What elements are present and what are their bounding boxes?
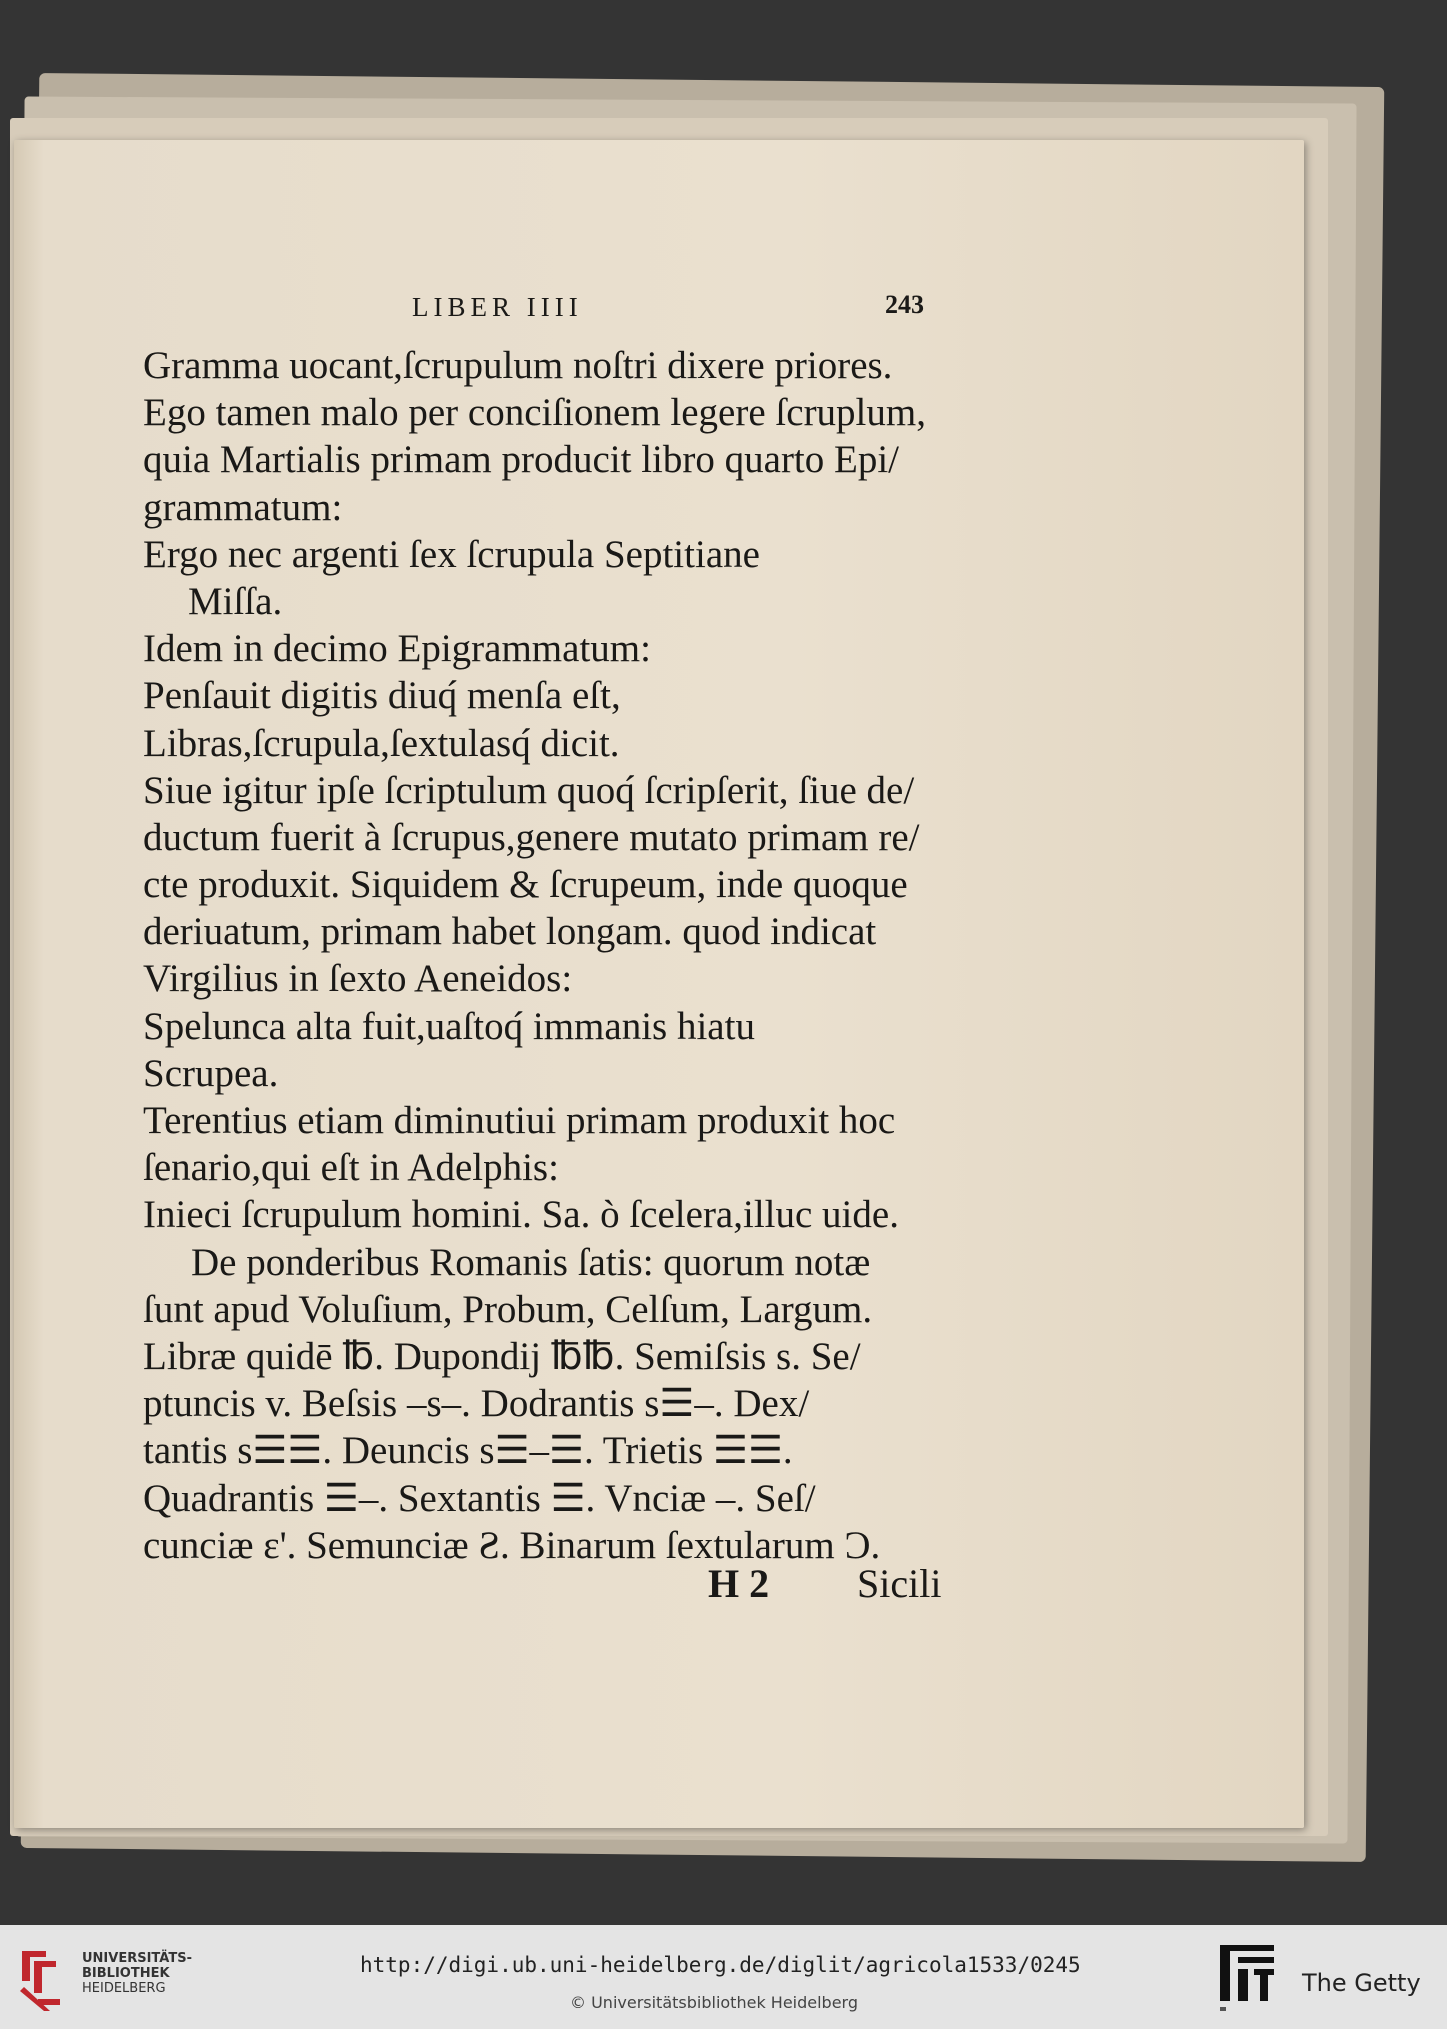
- text-line: cunciæ ε'. Semunciæ Ƨ. Binarum ſextularum Ɔ.: [143, 1523, 881, 1567]
- permalink-url[interactable]: http://digi.ub.uni-heidelberg.de/diglit/agricola1533/0245: [360, 1953, 1081, 1977]
- text-line: Scrupea.: [143, 1051, 279, 1095]
- getty-logo-icon: [1218, 1943, 1276, 2013]
- library-name-line: UNIVERSITÄTS-: [82, 1951, 192, 1966]
- text-line: ptuncis v. Beſsis –s–. Dodrantis s☰–. Dex/: [143, 1382, 810, 1426]
- university-library-logo-icon: [16, 1941, 66, 2013]
- text-line: De ponderibus Romanis ſatis: quorum notæ: [191, 1240, 871, 1284]
- text-line: Terentius etiam diminutiui primam produxit hoc: [143, 1099, 896, 1142]
- page-footer-line: [143, 1560, 948, 1610]
- viewer-footer: [0, 1925, 1447, 2029]
- text-line: Libras,ſcrupula,ſextulasq́ dicit.: [143, 721, 620, 765]
- text-line: Gramma uocant,ſcrupulum noſtri dixere priores.: [143, 344, 893, 387]
- library-name: [82, 1951, 192, 1996]
- body-text: [143, 342, 948, 1569]
- text-line: Siue igitur ipſe ſcriptulum quoq́ ſcripſerit, ſiue de/: [143, 768, 915, 812]
- text-line: grammatum:: [143, 485, 343, 529]
- copyright-notice: © Universitätsbibliothek Heidelberg: [570, 1993, 859, 2012]
- page-number: 243: [885, 290, 924, 319]
- signature-mark: H 2: [708, 1561, 770, 1606]
- library-name-line: BIBLIOTHEK: [82, 1966, 170, 1981]
- text-line: Ergo nec argenti ſex ſcrupula Septitiane: [143, 532, 760, 576]
- text-line: Virgilius in ſexto Aeneidos:: [143, 957, 573, 1001]
- text-line: ductum fuerit à ſcrupus,genere mutato primam re/: [143, 815, 920, 859]
- text-line: quia Martialis primam producit libro quarto Epi/: [143, 438, 900, 482]
- text-line: Idem in decimo Epigrammatum:: [143, 627, 651, 671]
- text-line: Ego tamen malo per conciſionem legere ſcruplum,: [143, 391, 926, 435]
- text-line: Inieci ſcrupulum homini. Sa. ò ſcelera,illuc uide.: [143, 1193, 899, 1237]
- partner-name: The Getty: [1302, 1969, 1421, 1997]
- running-head: [140, 292, 940, 332]
- text-line: Spelunca alta fuit,uaſtoq́ immanis hiatu: [143, 1004, 755, 1048]
- running-title: LIBER IIII: [412, 292, 583, 322]
- text-line: ſunt apud Voluſium, Probum, Celſum, Largum.: [143, 1287, 873, 1331]
- catchword: Sicili: [857, 1561, 942, 1606]
- text-line: tantis s☰☰. Deuncis s☰–☰. Trietis ☰☰.: [143, 1429, 793, 1473]
- text-line: deriuatum, primam habet longam. quod indicat: [143, 910, 877, 954]
- text-line: ſenario,qui eſt in Adelphis:: [143, 1146, 559, 1190]
- text-line: Penſauit digitis diuq́ menſa eſt,: [143, 674, 621, 718]
- text-line: cte produxit. Siquidem & ſcrupeum, inde quoque: [143, 863, 908, 907]
- library-name-line: HEIDELBERG: [82, 1981, 166, 1996]
- text-line: Libræ quidē ℔. Dupondij ℔℔. Semiſsis s. Se/: [143, 1334, 861, 1378]
- text-line: Miſſa.: [188, 579, 283, 623]
- text-line: Quadrantis ☰–. Sextantis ☰. Vnciæ –. Seſ/: [143, 1476, 816, 1520]
